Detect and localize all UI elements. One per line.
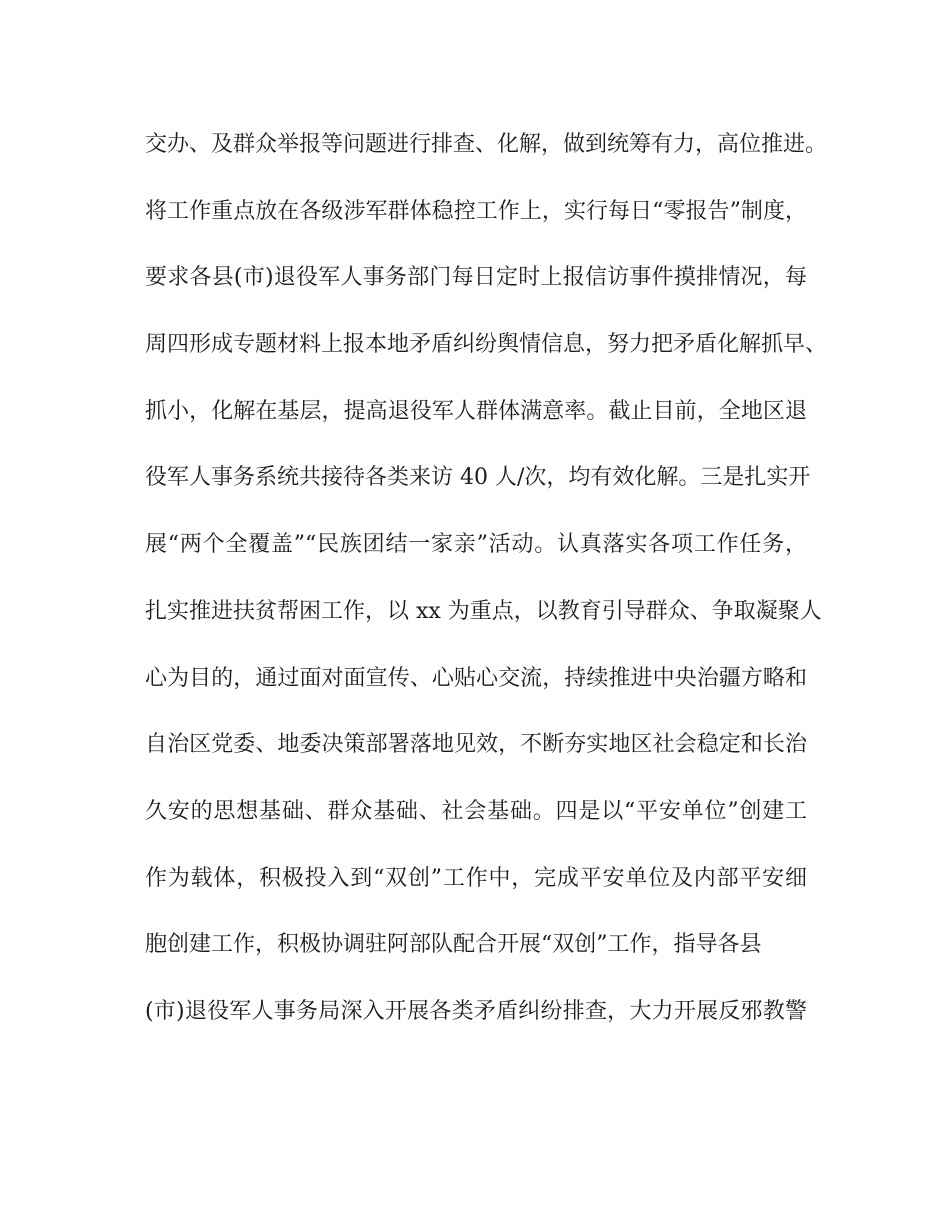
text-line: 要求各县(市)退役军人事务部门每日定时上报信访事件摸排情况，每 <box>145 265 807 291</box>
text-line: 周四形成专题材料上报本地矛盾纠纷舆情信息，努力把矛盾化解抓早、 <box>145 332 828 358</box>
text-line: 胞创建工作，积极协调驻阿部队配合开展“双创”工作，指导各县 <box>145 932 762 958</box>
text-line: 交办、及群众举报等问题进行排查、化解，做到统筹有力，高位推进。 <box>145 132 828 157</box>
text-line: 将工作重点放在各级涉军群体稳控工作上，实行每日“零报告”制度， <box>145 198 807 224</box>
text-line: 抓小，化解在基层，提高退役军人群体满意率。截止目前，全地区退 <box>145 398 807 424</box>
text-line: 扎实推进扶贫帮困工作，以 xx 为重点，以教育引导群众、争取凝聚人 <box>145 598 822 624</box>
text-line: 自治区党委、地委决策部署落地见效，不断夯实地区社会稳定和长治 <box>145 732 807 758</box>
document-body <box>145 112 828 1046</box>
text-line: 心为目的，通过面对面宣传、心贴心交流，持续推进中央治疆方略和 <box>145 665 807 691</box>
text-line: 作为载体，积极投入到“双创”工作中，完成平安单位及内部平安细 <box>145 865 807 891</box>
text-line: 役军人事务系统共接待各类来访 40 人/次，均有效化解。三是扎实开 <box>145 465 811 491</box>
text-line: 久安的思想基础、群众基础、社会基础。四是以“平安单位”创建工 <box>145 798 807 824</box>
text-line: 展“两个全覆盖”“民族团结一家亲”活动。认真落实各项工作任务， <box>145 532 807 558</box>
text-line: (市)退役军人事务局深入开展各类矛盾纠纷排查，大力开展反邪教警 <box>145 998 807 1024</box>
